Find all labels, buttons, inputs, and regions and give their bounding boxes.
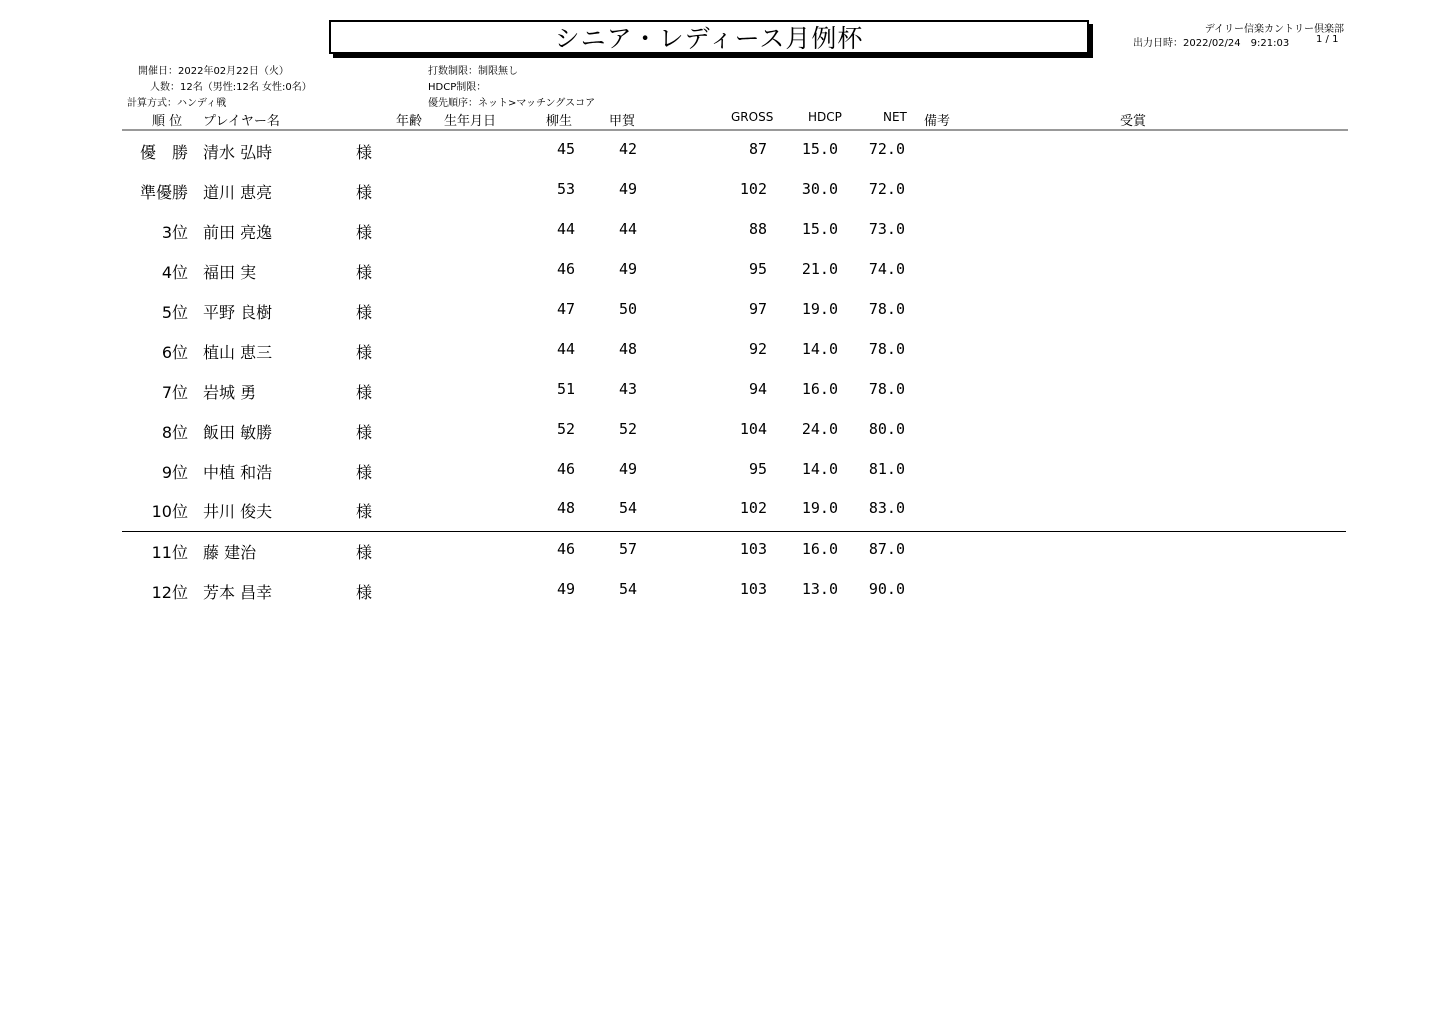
gross-cell: 88 bbox=[748, 220, 767, 238]
net-cell: 83.0 bbox=[868, 499, 905, 517]
col-birthdate: 生年月日 bbox=[444, 114, 497, 129]
gross-cell: 102 bbox=[739, 180, 767, 198]
hdcp-cell: 13.0 bbox=[801, 580, 838, 598]
hdcp-cell: 15.0 bbox=[801, 220, 838, 238]
course2-score-cell: 50 bbox=[618, 300, 637, 318]
hdcp-cell: 14.0 bbox=[801, 340, 838, 358]
rank-cell: 10位 bbox=[151, 502, 188, 521]
hdcp-limit: HDCP制限： bbox=[428, 82, 487, 93]
player-name-cell: 植山 恵三 bbox=[203, 343, 273, 362]
col-player: プレイヤー名 bbox=[203, 114, 280, 129]
course2-score-cell: 54 bbox=[618, 580, 637, 598]
honorific-cell: 様 bbox=[356, 143, 373, 162]
player-name-cell: 平野 良樹 bbox=[203, 303, 273, 322]
course1-score-cell: 46 bbox=[556, 460, 575, 478]
gross-cell: 103 bbox=[739, 580, 767, 598]
course1-score-cell: 45 bbox=[556, 140, 575, 158]
course2-score-cell: 57 bbox=[618, 540, 637, 558]
output-datetime: 出力日時：2022/02/24 9:21:03 bbox=[1133, 38, 1290, 49]
report-title-text: シニア・レディース月例杯 bbox=[554, 24, 864, 53]
course2-score-cell: 49 bbox=[618, 180, 637, 198]
net-cell: 78.0 bbox=[868, 380, 905, 398]
hdcp-cell: 16.0 bbox=[801, 380, 838, 398]
rank-cell: 4位 bbox=[161, 263, 188, 282]
gross-cell: 104 bbox=[739, 420, 767, 438]
honorific-cell: 様 bbox=[356, 423, 373, 442]
honorific-cell: 様 bbox=[356, 383, 373, 402]
course1-score-cell: 48 bbox=[556, 499, 575, 517]
course2-score-cell: 43 bbox=[618, 380, 637, 398]
rank-cell: 5位 bbox=[161, 303, 188, 322]
rank-cell: 7位 bbox=[161, 383, 188, 402]
stroke-limit: 打数制限：制限無し bbox=[428, 66, 518, 77]
course2-score-cell: 48 bbox=[618, 340, 637, 358]
top10-divider bbox=[122, 531, 1346, 532]
honorific-cell: 様 bbox=[356, 223, 373, 242]
col-course2: 甲賀 bbox=[609, 114, 636, 129]
course2-score-cell: 52 bbox=[618, 420, 637, 438]
honorific-cell: 様 bbox=[356, 183, 373, 202]
report-title bbox=[329, 20, 1089, 54]
honorific-cell: 様 bbox=[356, 263, 373, 282]
event-date: 開催日：2022年02月22日（火） bbox=[138, 66, 289, 77]
course1-score-cell: 53 bbox=[556, 180, 575, 198]
col-net: NET bbox=[883, 110, 907, 124]
hdcp-cell: 21.0 bbox=[801, 260, 838, 278]
honorific-cell: 様 bbox=[356, 502, 373, 521]
rank-cell: 優 勝 bbox=[139, 143, 188, 162]
club-name: デイリー信楽カントリー倶楽部 bbox=[1204, 24, 1344, 35]
player-name-cell: 中植 和浩 bbox=[203, 463, 273, 482]
gross-cell: 92 bbox=[748, 340, 767, 358]
player-name-cell: 井川 俊夫 bbox=[203, 502, 273, 521]
col-age: 年齢 bbox=[396, 114, 423, 129]
net-cell: 78.0 bbox=[868, 340, 905, 358]
course1-score-cell: 52 bbox=[556, 420, 575, 438]
net-cell: 74.0 bbox=[868, 260, 905, 278]
net-cell: 72.0 bbox=[868, 180, 905, 198]
course2-score-cell: 54 bbox=[618, 499, 637, 517]
honorific-cell: 様 bbox=[356, 543, 373, 562]
course1-score-cell: 46 bbox=[556, 260, 575, 278]
gross-cell: 87 bbox=[748, 140, 767, 158]
hdcp-cell: 30.0 bbox=[801, 180, 838, 198]
course2-score-cell: 42 bbox=[618, 140, 637, 158]
hdcp-cell: 19.0 bbox=[801, 300, 838, 318]
player-name-cell: 前田 亮逸 bbox=[203, 223, 273, 242]
hdcp-cell: 16.0 bbox=[801, 540, 838, 558]
net-cell: 73.0 bbox=[868, 220, 905, 238]
course1-score-cell: 46 bbox=[556, 540, 575, 558]
player-name-cell: 岩城 勇 bbox=[203, 383, 257, 402]
course1-score-cell: 47 bbox=[556, 300, 575, 318]
col-rank: 順 位 bbox=[152, 114, 183, 129]
rank-cell: 6位 bbox=[161, 343, 188, 362]
net-cell: 72.0 bbox=[868, 140, 905, 158]
course1-score-cell: 44 bbox=[556, 340, 575, 358]
col-course1: 柳生 bbox=[546, 114, 573, 129]
rank-cell: 準優勝 bbox=[139, 183, 188, 202]
gross-cell: 94 bbox=[748, 380, 767, 398]
player-name-cell: 藤 建治 bbox=[203, 543, 257, 562]
gross-cell: 97 bbox=[748, 300, 767, 318]
honorific-cell: 様 bbox=[356, 583, 373, 602]
player-name-cell: 芳本 昌幸 bbox=[203, 583, 273, 602]
honorific-cell: 様 bbox=[356, 343, 373, 362]
gross-cell: 95 bbox=[748, 460, 767, 478]
honorific-cell: 様 bbox=[356, 463, 373, 482]
gross-cell: 103 bbox=[739, 540, 767, 558]
page-number: 1 / 1 bbox=[1316, 34, 1339, 45]
net-cell: 78.0 bbox=[868, 300, 905, 318]
hdcp-cell: 19.0 bbox=[801, 499, 838, 517]
course2-score-cell: 44 bbox=[618, 220, 637, 238]
course1-score-cell: 44 bbox=[556, 220, 575, 238]
hdcp-cell: 14.0 bbox=[801, 460, 838, 478]
course2-score-cell: 49 bbox=[618, 460, 637, 478]
col-hdcp: HDCP bbox=[808, 110, 842, 124]
col-award: 受賞 bbox=[1120, 114, 1147, 129]
gross-cell: 102 bbox=[739, 499, 767, 517]
net-cell: 90.0 bbox=[868, 580, 905, 598]
col-gross: GROSS bbox=[731, 110, 774, 124]
gross-cell: 95 bbox=[748, 260, 767, 278]
net-cell: 81.0 bbox=[868, 460, 905, 478]
rank-cell: 9位 bbox=[161, 463, 188, 482]
rank-cell: 12位 bbox=[151, 583, 188, 602]
honorific-cell: 様 bbox=[356, 303, 373, 322]
player-name-cell: 飯田 敏勝 bbox=[203, 423, 273, 442]
course1-score-cell: 51 bbox=[556, 380, 575, 398]
net-cell: 87.0 bbox=[868, 540, 905, 558]
header-divider bbox=[122, 129, 1348, 131]
col-note: 備考 bbox=[924, 114, 951, 129]
net-cell: 80.0 bbox=[868, 420, 905, 438]
hdcp-cell: 15.0 bbox=[801, 140, 838, 158]
calc-method: 計算方式：ハンディ戦 bbox=[127, 98, 227, 109]
rank-cell: 8位 bbox=[161, 423, 188, 442]
player-name-cell: 福田 実 bbox=[203, 263, 257, 282]
course2-score-cell: 49 bbox=[618, 260, 637, 278]
player-name-cell: 道川 恵亮 bbox=[203, 183, 273, 202]
course1-score-cell: 49 bbox=[556, 580, 575, 598]
player-count: 人数：12名（男性:12名 女性:0名） bbox=[150, 82, 312, 93]
priority-order: 優先順序：ネット>マッチングスコア bbox=[428, 98, 596, 109]
rank-cell: 3位 bbox=[161, 223, 188, 242]
hdcp-cell: 24.0 bbox=[801, 420, 838, 438]
rank-cell: 11位 bbox=[151, 543, 188, 562]
player-name-cell: 清水 弘時 bbox=[203, 143, 273, 162]
